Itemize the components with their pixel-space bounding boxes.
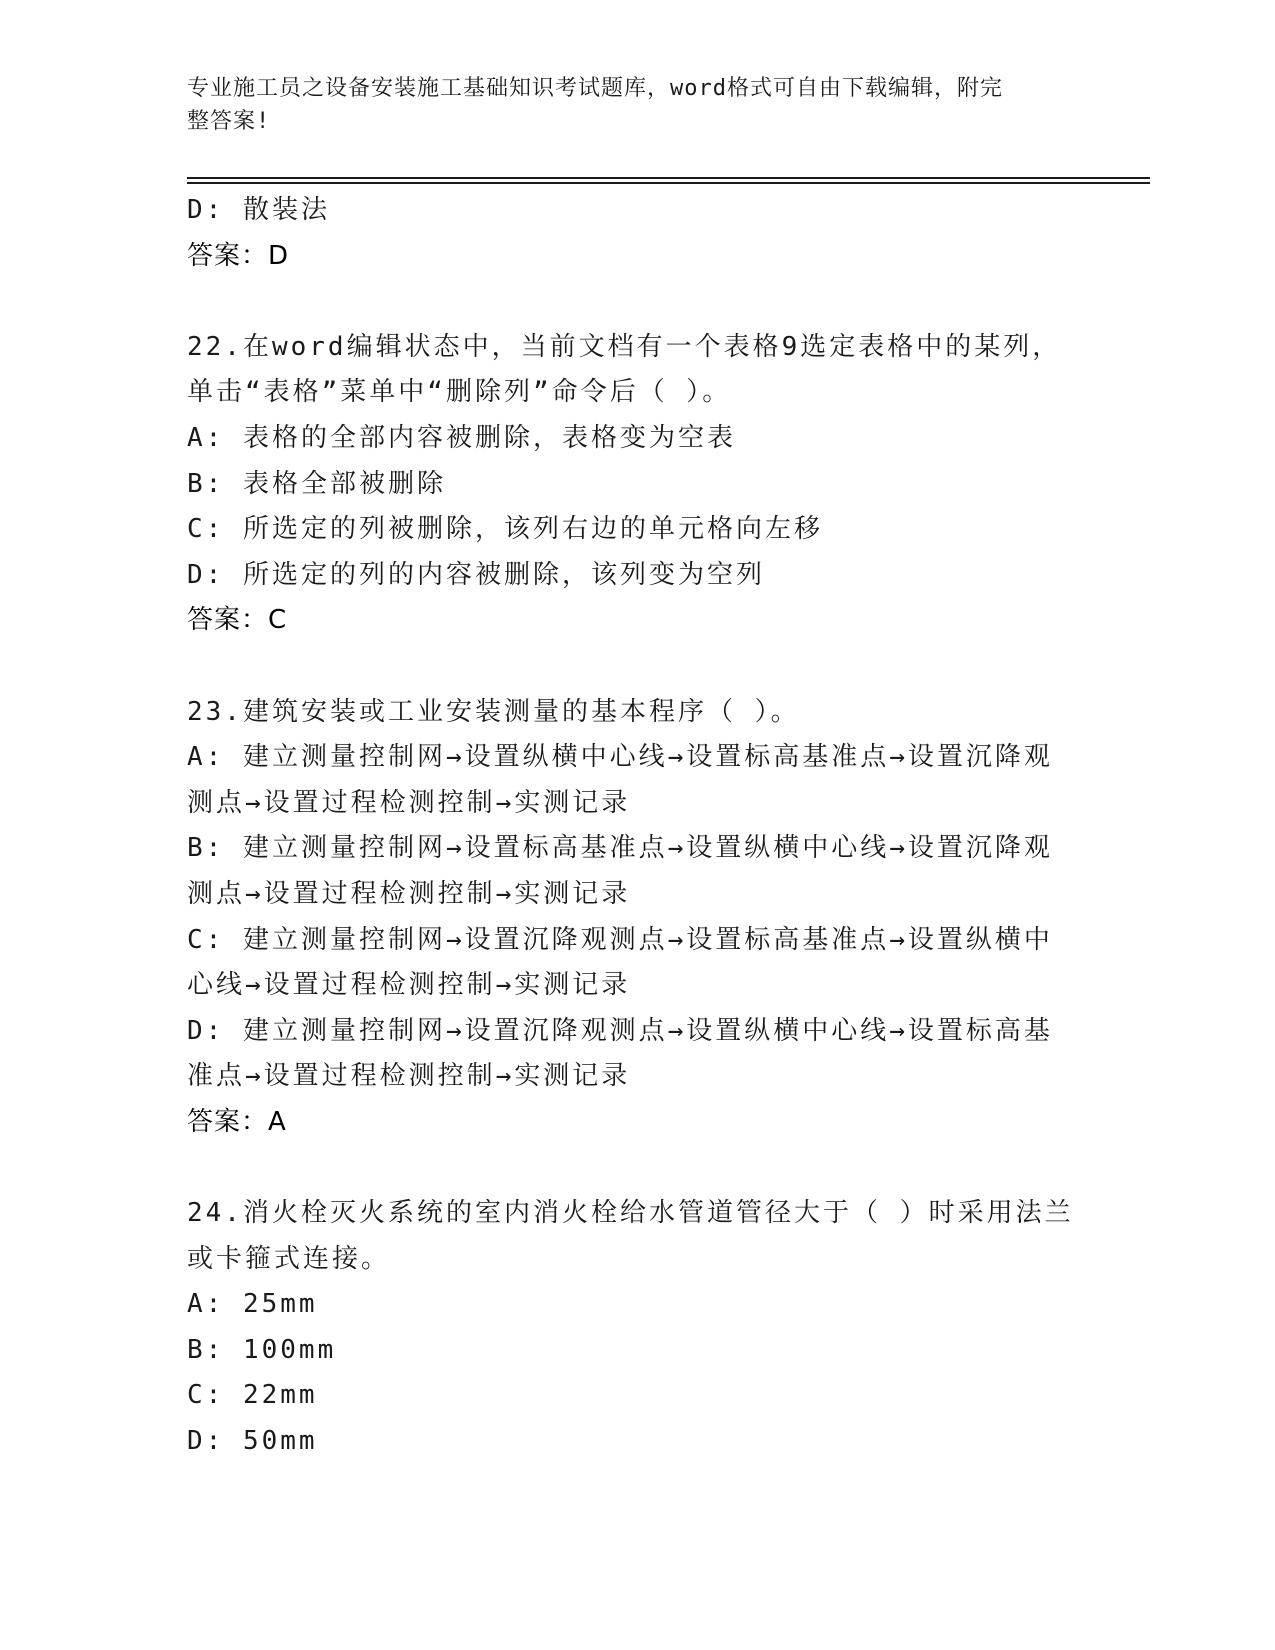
- q23-option-c-line-1: C: 建立测量控制网→设置沉降观测点→设置标高基准点→设置纵横中: [187, 924, 1053, 955]
- spacer: [187, 1145, 1087, 1191]
- q23-option-b-line-1: B: 建立测量控制网→设置标高基准点→设置纵横中心线→设置沉降观: [187, 833, 1053, 864]
- q23-option-d-line-1: D: 建立测量控制网→设置沉降观测点→设置纵横中心线→设置标高基: [187, 1015, 1053, 1046]
- q24-option-c: C: 22mm: [187, 1380, 318, 1411]
- q23-option-c-line-2: 心线→设置过程检测控制→实测记录: [187, 970, 631, 1001]
- q22-stem-line-1: 22.在word编辑状态中，当前文档有一个表格9选定表格中的某列，: [187, 331, 1062, 362]
- q24-option-d: D: 50mm: [187, 1426, 318, 1457]
- header-line-2: 整答案!: [187, 109, 271, 134]
- q24-stem-line-2: 或卡箍式连接。: [187, 1243, 391, 1274]
- q23-stem: 23.建筑安装或工业安装测量的基本程序（ ）。: [187, 696, 800, 727]
- q22-option-b: B: 表格全部被删除: [187, 468, 446, 499]
- document-body: [187, 188, 1087, 1465]
- q22-option-c: C: 所选定的列被删除，该列右边的单元格向左移: [187, 514, 823, 545]
- q23-answer: 答案：A: [187, 1106, 287, 1137]
- q23-option-a-line-2: 测点→设置过程检测控制→实测记录: [187, 787, 631, 818]
- q23-option-b-line-2: 测点→设置过程检测控制→实测记录: [187, 878, 631, 909]
- header-rule-bottom: [187, 182, 1150, 184]
- q24-option-b: B: 100mm: [187, 1334, 337, 1365]
- q22-option-d: D: 所选定的列的内容被删除，该列变为空列: [187, 559, 765, 590]
- q22-answer: 答案：C: [187, 605, 288, 636]
- spacer: [187, 644, 1087, 690]
- q24-option-a: A: 25mm: [187, 1289, 318, 1320]
- q22-option-a: A: 表格的全部内容被删除，表格变为空表: [187, 422, 736, 453]
- q24-stem-line-1: 24.消火栓灭火系统的室内消火栓给水管道管径大于（ ）时采用法兰: [187, 1198, 1074, 1229]
- spacer: [187, 279, 1087, 325]
- header-line-1: 专业施工员之设备安装施工基础知识考试题库，word格式可自由下载编辑，附完: [187, 76, 1003, 101]
- document-header: [187, 72, 1087, 138]
- q23-option-d-line-2: 准点→设置过程检测控制→实测记录: [187, 1061, 631, 1092]
- q23-option-a-line-1: A: 建立测量控制网→设置纵横中心线→设置标高基准点→设置沉降观: [187, 742, 1053, 773]
- header-rule-top: [187, 177, 1150, 179]
- q22-stem-line-2: 单击“表格”菜单中“删除列”命令后（ ）。: [187, 377, 732, 408]
- q21-answer: 答案：D: [187, 240, 290, 271]
- q21-option-d: D: 散装法: [187, 195, 330, 225]
